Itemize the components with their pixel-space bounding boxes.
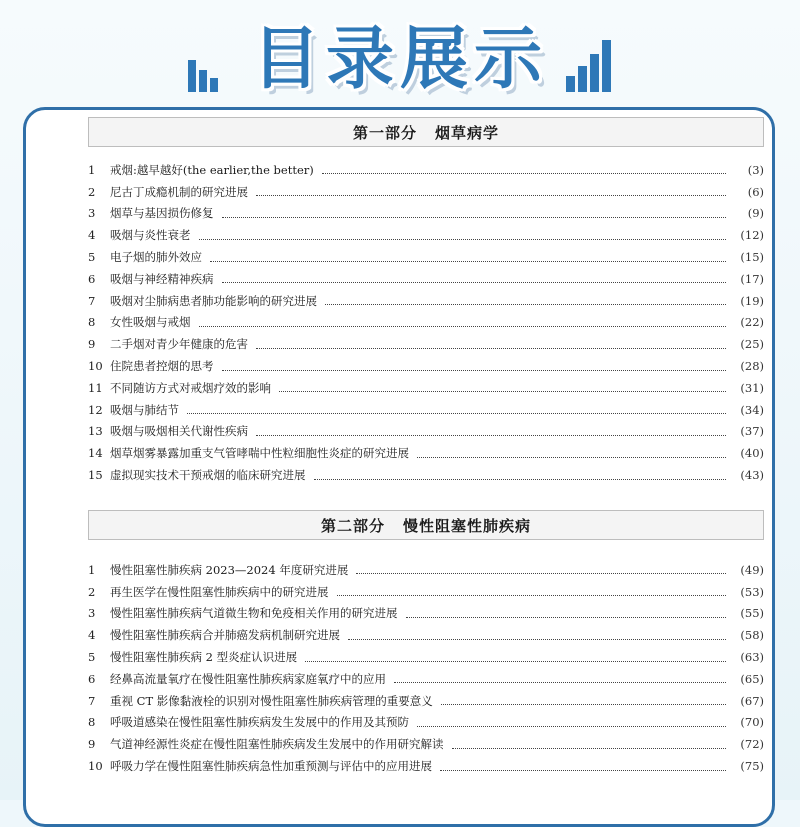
dotted-leader [440,768,726,771]
toc-entry [88,712,764,734]
toc-entry-title: 烟草与基因损伤修复 [110,206,214,221]
toc-entry-page: (70) [740,715,764,730]
toc-list-part-2 [88,559,764,777]
toc-entry [88,268,764,290]
toc-entry-page: (12) [740,228,764,243]
dotted-leader [356,571,726,574]
toc-entry-number: 1 [88,562,96,577]
page-header [0,0,800,108]
toc-entry-number: 12 [88,402,103,417]
toc-entry-title: 吸烟与吸烟相关代谢性疾病 [110,424,248,439]
dotted-leader [406,615,727,618]
toc-entry [88,290,764,312]
toc-panel [23,107,775,827]
toc-entry-number: 2 [88,584,96,599]
toc-entry-title: 吸烟与肺结节 [110,402,179,417]
dotted-leader [348,637,726,640]
toc-entry [88,646,764,668]
toc-entry-number: 6 [88,271,96,286]
dotted-leader [222,280,727,283]
toc-entry [88,421,764,443]
toc-entry-page: (65) [740,671,764,686]
section-header-part-2 [88,510,764,540]
toc-entry [88,755,764,777]
toc-entry-title: 经鼻高流量氧疗在慢性阻塞性肺疾病家庭氧疗中的应用 [110,671,386,686]
toc-entry-page: (49) [740,562,764,577]
toc-entry-number: 3 [88,606,96,621]
toc-entry-title: 呼吸力学在慢性阻塞性肺疾病急性加重预测与评估中的应用进展 [110,759,432,774]
toc-entry-number: 1 [88,162,96,177]
toc-entry [88,668,764,690]
toc-entry-title: 再生医学在慢性阻塞性肺疾病中的研究进展 [110,584,329,599]
toc-entry-number: 7 [88,693,96,708]
toc-entry-title: 二手烟对青少年健康的危害 [110,337,248,352]
toc-entry-page: (22) [740,315,764,330]
dotted-leader [337,593,727,596]
toc-entry-number: 4 [88,628,96,643]
toc-entry-number: 10 [88,759,103,774]
dotted-leader [452,746,727,749]
toc-entry [88,603,764,625]
toc-entry-title: 重视 CT 影像黏液栓的识别对慢性阻塞性肺疾病管理的重要意义 [110,693,433,708]
bar-chart-icon-right [566,40,612,92]
toc-entry-title: 不同随访方式对戒烟疗效的影响 [110,380,271,395]
dotted-leader [279,389,726,392]
toc-entry [88,312,764,334]
toc-entry [88,246,764,268]
toc-entry-page: (53) [740,584,764,599]
toc-entry [88,399,764,421]
toc-entry [88,581,764,603]
toc-entry [88,203,764,225]
toc-entry-title: 女性吸烟与戒烟 [110,315,191,330]
dotted-leader [222,215,727,218]
toc-entry-page: (37) [740,424,764,439]
dotted-leader [441,702,726,705]
toc-entry [88,333,764,355]
toc-entry-page: (34) [740,402,764,417]
toc-entry-title: 住院患者控烟的思考 [110,359,214,374]
toc-entry-number: 9 [88,737,96,752]
toc-entry [88,690,764,712]
toc-entry-title: 吸烟对尘肺病患者肺功能影响的研究进展 [110,293,317,308]
section-label: 第二部分 [320,516,385,535]
toc-entry-number: 14 [88,446,103,461]
toc-entry-page: (40) [740,446,764,461]
toc-entry [88,181,764,203]
toc-entry-number: 8 [88,315,96,330]
toc-entry-number: 11 [88,380,103,395]
toc-entry-page: (17) [740,271,764,286]
toc-entry-page: (25) [740,337,764,352]
toc-entry-page: (75) [740,759,764,774]
dotted-leader [256,433,726,436]
toc-entry [88,355,764,377]
toc-entry-page: (6) [747,184,764,199]
dotted-leader [322,171,726,174]
toc-entry-page: (67) [740,693,764,708]
dotted-leader [417,724,726,727]
section-title: 慢性阻塞性肺疾病 [403,516,532,535]
toc-entry [88,559,764,581]
toc-entry-title: 慢性阻塞性肺疾病 2023—2024 年度研究进展 [110,562,349,577]
toc-entry-title: 吸烟与神经精神疾病 [110,271,214,286]
toc-entry-title: 慢性阻塞性肺疾病气道微生物和免疫相关作用的研究进展 [110,606,398,621]
dotted-leader [325,302,726,305]
dotted-leader [199,324,727,327]
toc-entry-page: (15) [740,250,764,265]
dotted-leader [417,455,726,458]
toc-entry-number: 3 [88,206,96,221]
toc-entry-number: 6 [88,671,96,686]
dotted-leader [314,477,727,480]
toc-entry-page: (63) [740,650,764,665]
toc-entry-page: (9) [747,206,764,221]
dotted-leader [210,259,726,262]
toc-entry-number: 15 [88,468,103,483]
page-title: 目录展示 [251,20,548,99]
dotted-leader [394,680,726,683]
toc-entry-title: 电子烟的肺外效应 [110,250,202,265]
toc-entry-title: 尼古丁成瘾机制的研究进展 [110,184,248,199]
toc-entry-page: (55) [740,606,764,621]
dotted-leader [222,368,727,371]
toc-entry-title: 慢性阻塞性肺疾病 2 型炎症认识进展 [110,650,298,665]
toc-entry-page: (58) [740,628,764,643]
section-label: 第一部分 [352,123,417,142]
dotted-leader [305,659,726,662]
dotted-leader [256,346,726,349]
toc-entry-page: (19) [740,293,764,308]
toc-entry-title: 戒烟:越早越好(the earlier,the better) [110,162,314,177]
toc-entry-number: 10 [88,359,103,374]
toc-entry-title: 慢性阻塞性肺疾病合并肺癌发病机制研究进展 [110,628,340,643]
dotted-leader [199,237,727,240]
toc-entry-number: 5 [88,650,96,665]
toc-entry-number: 4 [88,228,96,243]
toc-entry-number: 5 [88,250,96,265]
toc-entry-title: 气道神经源性炎症在慢性阻塞性肺疾病发生发展中的作用研究解读 [110,737,444,752]
dotted-leader [256,193,726,196]
toc-entry-title: 吸烟与炎性衰老 [110,228,191,243]
toc-entry-page: (28) [740,359,764,374]
toc-entry [88,377,764,399]
toc-entry-page: (43) [740,468,764,483]
toc-entry-title: 呼吸道感染在慢性阻塞性肺疾病发生发展中的作用及其预防 [110,715,409,730]
toc-entry-number: 7 [88,293,96,308]
toc-entry-title: 虚拟现实技术干预戒烟的临床研究进展 [110,468,306,483]
section-title: 烟草病学 [435,123,500,142]
toc-entry-number: 13 [88,424,103,439]
toc-entry-number: 2 [88,184,96,199]
dotted-leader [187,411,726,414]
toc-list-part-1 [88,159,764,486]
toc-entry-page: (3) [747,162,764,177]
toc-entry [88,442,764,464]
toc-entry-page: (31) [740,380,764,395]
toc-entry-page: (72) [740,737,764,752]
toc-entry [88,159,764,181]
toc-entry-number: 9 [88,337,96,352]
toc-entry [88,464,764,486]
toc-entry-number: 8 [88,715,96,730]
toc-entry-title: 烟草烟雾暴露加重支气管哮喘中性粒细胞性炎症的研究进展 [110,446,409,461]
toc-entry [88,624,764,646]
toc-entry [88,224,764,246]
section-header-part-1 [88,117,764,147]
toc-entry [88,733,764,755]
